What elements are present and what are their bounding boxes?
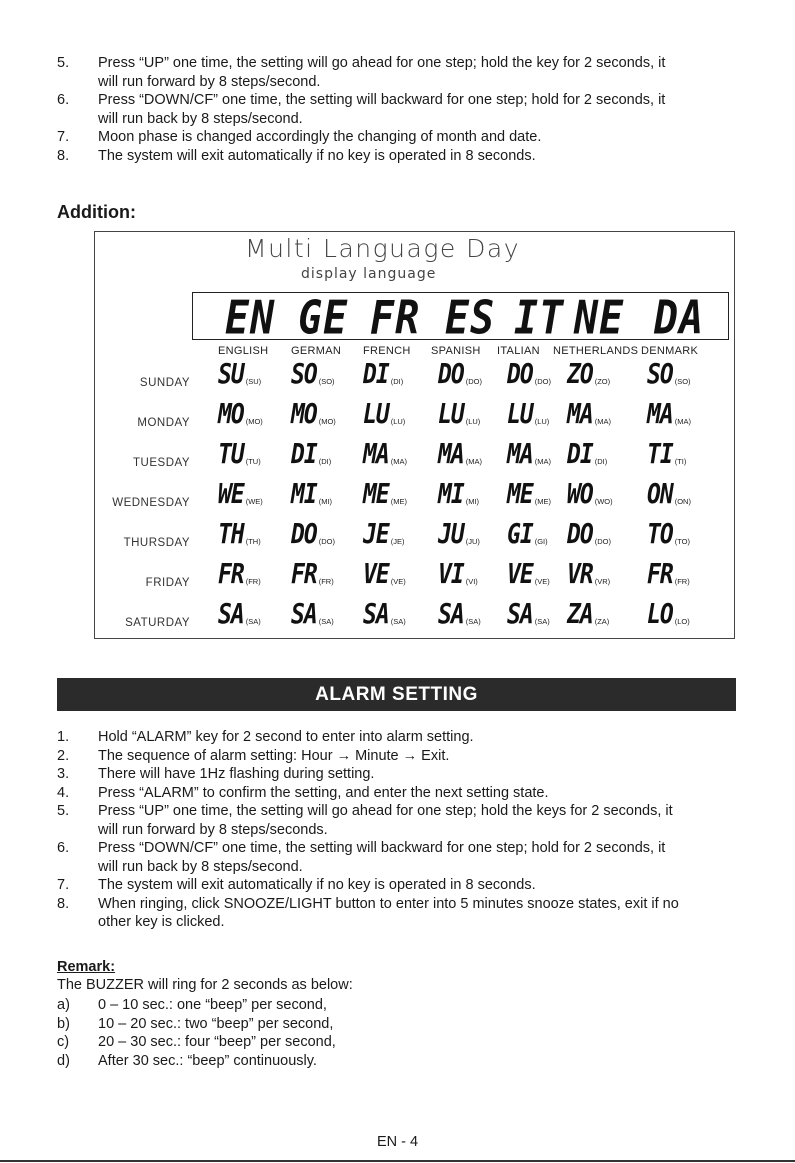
alarm-step-line: The system will exit automatically if no key is operated in 8 seconds. [98, 877, 536, 893]
day-abbreviation [567, 518, 611, 550]
abbreviation-code: (SU) [245, 377, 262, 386]
day-abbreviation [218, 398, 263, 430]
abbreviation-code: (VI) [465, 577, 478, 586]
step-number: 7. [57, 129, 70, 145]
alarm-setting-banner: ALARM SETTING [57, 678, 736, 711]
abbreviation-display: LU [438, 398, 464, 430]
alarm-step-item [57, 895, 747, 932]
alarm-step-line: other key is clicked. [98, 914, 225, 930]
abbreviation-code: (DO) [594, 537, 611, 546]
abbreviation-display: SA [363, 598, 389, 630]
language-code-da: DA [654, 291, 705, 345]
alarm-step-text [98, 784, 747, 803]
day-abbreviation [647, 478, 691, 510]
abbreviation-display: WO [567, 478, 593, 510]
remark-text: 0 – 10 sec.: one “beep” per second, [98, 997, 327, 1013]
alarm-step-text [98, 839, 747, 876]
abbreviation-code: (WO) [594, 497, 613, 506]
day-abbreviation [567, 358, 611, 390]
alarm-step-number: 8. [57, 895, 70, 912]
day-abbreviation [363, 438, 407, 470]
abbreviation-code: (SO) [318, 377, 335, 386]
abbreviation-display: SU [218, 358, 244, 390]
remark-item [57, 1052, 747, 1071]
language-name: DENMARK [641, 345, 699, 357]
alarm-step-text [98, 876, 747, 895]
day-abbreviation [218, 438, 261, 470]
day-abbreviation [363, 358, 404, 390]
abbreviation-display: DI [363, 358, 389, 390]
step-line: Press “UP” one time, the setting will go ahead for one step; hold the key for 2 seconds, it [98, 55, 666, 71]
day-abbreviation [507, 518, 548, 550]
abbreviation-code: (MA) [674, 417, 691, 426]
day-abbreviation [363, 478, 407, 510]
day-abbreviation [218, 478, 263, 510]
abbreviation-code: (DO) [534, 377, 551, 386]
remark-letter: c) [57, 1034, 70, 1050]
remark-text: 20 – 30 sec.: four “beep” per second, [98, 1034, 336, 1050]
abbreviation-code: (ME) [390, 497, 407, 506]
remark-letter: d) [57, 1052, 70, 1069]
abbreviation-display: MA [647, 398, 673, 430]
language-name: FRENCH [363, 345, 411, 357]
alarm-step-line: Press “ALARM” to confirm the setting, and enter the next setting state. [98, 784, 549, 801]
abbreviation-code: (DO) [465, 377, 482, 386]
abbreviation-display: SA [438, 598, 464, 630]
abbreviation-display: ZA [567, 598, 593, 630]
abbreviation-display: DO [438, 358, 464, 390]
alarm-step-number: 5. [57, 803, 70, 819]
language-code-fr: FR [370, 291, 421, 345]
abbreviation-display: DO [507, 358, 533, 390]
abbreviation-code: (VE) [390, 577, 406, 586]
abbreviation-code: (MA) [390, 457, 407, 466]
step-line: will run forward by 8 steps/second. [98, 73, 321, 90]
day-abbreviation [567, 438, 608, 470]
day-abbreviation [291, 358, 335, 390]
abbreviation-code: (MI) [465, 497, 480, 506]
footer-rule [0, 1160, 795, 1162]
day-name: THURSDAY [123, 537, 190, 549]
day-abbreviation [507, 598, 550, 630]
abbreviation-display: VE [363, 558, 389, 590]
abbreviation-display: SA [291, 598, 317, 630]
day-abbreviation [438, 438, 482, 470]
abbreviation-code: (ZO) [594, 377, 611, 386]
abbreviation-display: JU [438, 518, 464, 550]
day-abbreviation [218, 598, 261, 630]
abbreviation-code: (SA) [245, 617, 261, 626]
remark-letter: b) [57, 1015, 70, 1032]
alarm-step-text [98, 895, 747, 932]
day-abbreviation [218, 518, 261, 550]
alarm-step-text [98, 747, 747, 766]
step-item [57, 91, 747, 128]
abbreviation-display: TH [218, 518, 244, 550]
language-name: ENGLISH [218, 345, 269, 357]
alarm-step-number: 7. [57, 877, 70, 893]
abbreviation-display: FR [291, 558, 317, 590]
alarm-step-text [98, 765, 747, 784]
abbreviation-code: (MO) [318, 417, 336, 426]
abbreviation-display: SO [291, 358, 317, 390]
alarm-step-line: will run forward by 8 steps/seconds. [98, 821, 328, 838]
page-number: EN - 4 [376, 1134, 419, 1150]
day-abbreviation [438, 518, 480, 550]
abbreviation-display: DO [567, 518, 593, 550]
day-abbreviation [438, 358, 482, 390]
day-abbreviation [218, 558, 261, 590]
abbreviation-code: (DI) [390, 377, 404, 386]
day-abbreviation [567, 558, 611, 590]
abbreviation-code: (VR) [594, 577, 611, 586]
abbreviation-display: FR [647, 558, 673, 590]
remark-item [57, 996, 747, 1015]
alarm-step-number: 4. [57, 784, 70, 801]
remark-heading: Remark: [57, 959, 116, 975]
alarm-step-item [57, 747, 747, 766]
day-abbreviation [647, 398, 691, 430]
alarm-step-number: 3. [57, 766, 70, 782]
day-name: SUNDAY [139, 377, 190, 389]
alarm-step-item [57, 765, 747, 784]
day-name: TUESDAY [133, 457, 190, 469]
day-abbreviation [647, 598, 690, 630]
abbreviation-code: (GI) [534, 537, 548, 546]
abbreviation-code: (MO) [245, 417, 263, 426]
abbreviation-display: LU [363, 398, 389, 430]
abbreviation-code: (DO) [318, 537, 335, 546]
day-abbreviation [363, 398, 406, 430]
abbreviation-display: MI [291, 478, 317, 510]
remark-text: 10 – 20 sec.: two “beep” per second, [98, 1015, 334, 1032]
abbreviation-display: MA [438, 438, 464, 470]
day-abbreviation [363, 558, 406, 590]
abbreviation-display: SA [507, 598, 533, 630]
day-abbreviation [291, 558, 334, 590]
remark-item [57, 1015, 747, 1034]
alarm-step-line: Hold “ALARM” key for 2 second to enter into alarm setting. [98, 729, 474, 745]
abbreviation-display: DI [291, 438, 317, 470]
day-name: MONDAY [137, 417, 190, 429]
abbreviation-display: MI [438, 478, 464, 510]
language-name: GERMAN [291, 345, 342, 357]
language-code-ge: GE [298, 291, 349, 345]
alarm-step-line: When ringing, click SNOOZE/LIGHT button to enter into 5 minutes snooze states, exit if no [98, 895, 679, 912]
abbreviation-display: ME [507, 478, 533, 510]
alarm-step-item [57, 728, 747, 747]
abbreviation-display: ON [647, 478, 673, 510]
abbreviation-code: (FR) [674, 577, 690, 586]
step-line: will run back by 8 steps/second. [98, 110, 303, 127]
abbreviation-display: JE [363, 518, 389, 550]
alarm-step-line: will run back by 8 steps/second. [98, 858, 303, 875]
abbreviation-code: (FR) [318, 577, 334, 586]
step-line: Press “DOWN/CF” one time, the setting will backward for one step; hold for 2 seconds, it [98, 92, 666, 108]
abbreviation-code: (SA) [318, 617, 334, 626]
day-abbreviation [507, 398, 550, 430]
abbreviation-code: (TU) [245, 457, 261, 466]
addition-heading: Addition: [57, 202, 136, 222]
day-name: WEDNESDAY [112, 497, 190, 509]
abbreviation-code: (JU) [465, 537, 480, 546]
day-abbreviation [507, 438, 551, 470]
abbreviation-code: (ON) [674, 497, 691, 506]
abbreviation-display: SO [647, 358, 673, 390]
panel-subtitle: display language [301, 266, 437, 282]
alarm-step-number: 1. [57, 729, 70, 745]
step-item [57, 54, 747, 91]
remark-item [57, 1033, 747, 1052]
alarm-step-line: The sequence of alarm setting: Hour → Minute → Exit. [98, 747, 450, 764]
abbreviation-code: (TO) [674, 537, 690, 546]
abbreviation-display: TU [218, 438, 244, 470]
abbreviation-code: (MA) [534, 457, 551, 466]
abbreviation-display: ZO [567, 358, 593, 390]
language-name: NETHERLANDS [553, 345, 639, 357]
abbreviation-code: (JE) [390, 537, 405, 546]
abbreviation-display: DI [567, 438, 593, 470]
alarm-step-line: Press “UP” one time, the setting will go ahead for one step; hold the keys for 2 seconds, it [98, 803, 673, 819]
abbreviation-display: VI [438, 558, 464, 590]
day-name: SATURDAY [125, 617, 190, 629]
abbreviation-code: (ZA) [594, 617, 610, 626]
top-steps-list [57, 54, 747, 165]
day-abbreviation [438, 598, 481, 630]
day-abbreviation [507, 478, 551, 510]
abbreviation-display: MA [567, 398, 593, 430]
step-number: 6. [57, 92, 70, 108]
abbreviation-display: GI [507, 518, 533, 550]
abbreviation-display: MA [507, 438, 533, 470]
alarm-step-item [57, 839, 747, 876]
abbreviation-code: (DI) [594, 457, 608, 466]
abbreviation-display: TI [647, 438, 673, 470]
language-code-en: EN [225, 291, 276, 345]
day-name: FRIDAY [145, 577, 190, 589]
day-abbreviation [507, 558, 550, 590]
day-abbreviation [647, 438, 687, 470]
abbreviation-display: SA [218, 598, 244, 630]
abbreviation-code: (MA) [594, 417, 611, 426]
alarm-step-line: There will have 1Hz flashing during setting. [98, 766, 375, 782]
abbreviation-display: WE [218, 478, 244, 510]
abbreviation-display: MO [218, 398, 244, 430]
alarm-step-number: 6. [57, 840, 70, 856]
step-text [98, 54, 747, 91]
language-code-it: IT [514, 291, 565, 345]
abbreviation-code: (LO) [674, 617, 690, 626]
language-name: SPANISH [431, 345, 481, 357]
abbreviation-display: VR [567, 558, 593, 590]
multi-language-day-panel [94, 231, 735, 639]
day-abbreviation [567, 478, 613, 510]
day-abbreviation [647, 358, 691, 390]
abbreviation-code: (SA) [390, 617, 406, 626]
alarm-step-item [57, 802, 747, 839]
step-text [98, 128, 747, 147]
day-abbreviation [567, 398, 611, 430]
abbreviation-code: (SA) [465, 617, 481, 626]
alarm-step-text [98, 728, 747, 747]
step-item [57, 147, 747, 166]
day-abbreviation [438, 478, 480, 510]
day-abbreviation [567, 598, 610, 630]
remark-list [57, 996, 747, 1070]
day-abbreviation [438, 558, 478, 590]
abbreviation-display: MA [363, 438, 389, 470]
abbreviation-code: (FR) [245, 577, 261, 586]
alarm-steps-list [57, 728, 747, 932]
abbreviation-display: TO [647, 518, 673, 550]
abbreviation-code: (SO) [674, 377, 691, 386]
abbreviation-code: (DI) [318, 457, 332, 466]
abbreviation-display: ME [363, 478, 389, 510]
abbreviation-code: (TH) [245, 537, 261, 546]
step-line: Moon phase is changed accordingly the changing of month and date. [98, 129, 542, 145]
abbreviation-code: (MA) [465, 457, 482, 466]
panel-title: Multi Language Day [245, 234, 521, 263]
alarm-step-number: 2. [57, 747, 70, 764]
day-abbreviation [218, 358, 262, 390]
abbreviation-code: (TI) [674, 457, 687, 466]
abbreviation-display: VE [507, 558, 533, 590]
abbreviation-code: (SA) [534, 617, 550, 626]
step-item [57, 128, 747, 147]
step-number: 8. [57, 147, 70, 164]
step-number: 5. [57, 55, 70, 71]
step-line: The system will exit automatically if no key is operated in 8 seconds. [98, 147, 536, 164]
remark-letter: a) [57, 997, 70, 1013]
alarm-step-line: Press “DOWN/CF” one time, the setting will backward for one step; hold for 2 seconds, it [98, 840, 666, 856]
abbreviation-display: LO [647, 598, 673, 630]
abbreviation-display: MO [291, 398, 317, 430]
abbreviation-code: (LU) [534, 417, 550, 426]
abbreviation-display: FR [218, 558, 244, 590]
abbreviation-code: (VE) [534, 577, 550, 586]
day-abbreviation [363, 518, 405, 550]
day-abbreviation [291, 478, 333, 510]
day-abbreviation [647, 518, 690, 550]
remark-intro: The BUZZER will ring for 2 seconds as below: [57, 977, 353, 993]
abbreviation-code: (LU) [390, 417, 406, 426]
language-code-ne: NE [574, 291, 625, 345]
language-code-box [192, 291, 729, 345]
step-text [98, 147, 747, 166]
day-abbreviation [363, 598, 406, 630]
day-abbreviation [647, 558, 690, 590]
step-text [98, 91, 747, 128]
day-abbreviation [438, 398, 481, 430]
day-abbreviation [291, 398, 336, 430]
abbreviation-code: (LU) [465, 417, 481, 426]
abbreviation-code: (MI) [318, 497, 333, 506]
alarm-step-text [98, 802, 747, 839]
abbreviation-display: DO [291, 518, 317, 550]
day-abbreviation [291, 438, 332, 470]
language-code-es: ES [445, 291, 496, 345]
day-abbreviation [291, 518, 335, 550]
language-name: ITALIAN [497, 345, 540, 357]
abbreviation-display: LU [507, 398, 533, 430]
day-abbreviation [507, 358, 551, 390]
alarm-step-item [57, 876, 747, 895]
abbreviation-code: (ME) [534, 497, 551, 506]
alarm-step-item [57, 784, 747, 803]
abbreviation-code: (WE) [245, 497, 263, 506]
remark-text: After 30 sec.: “beep” continuously. [98, 1052, 317, 1069]
day-abbreviation [291, 598, 334, 630]
